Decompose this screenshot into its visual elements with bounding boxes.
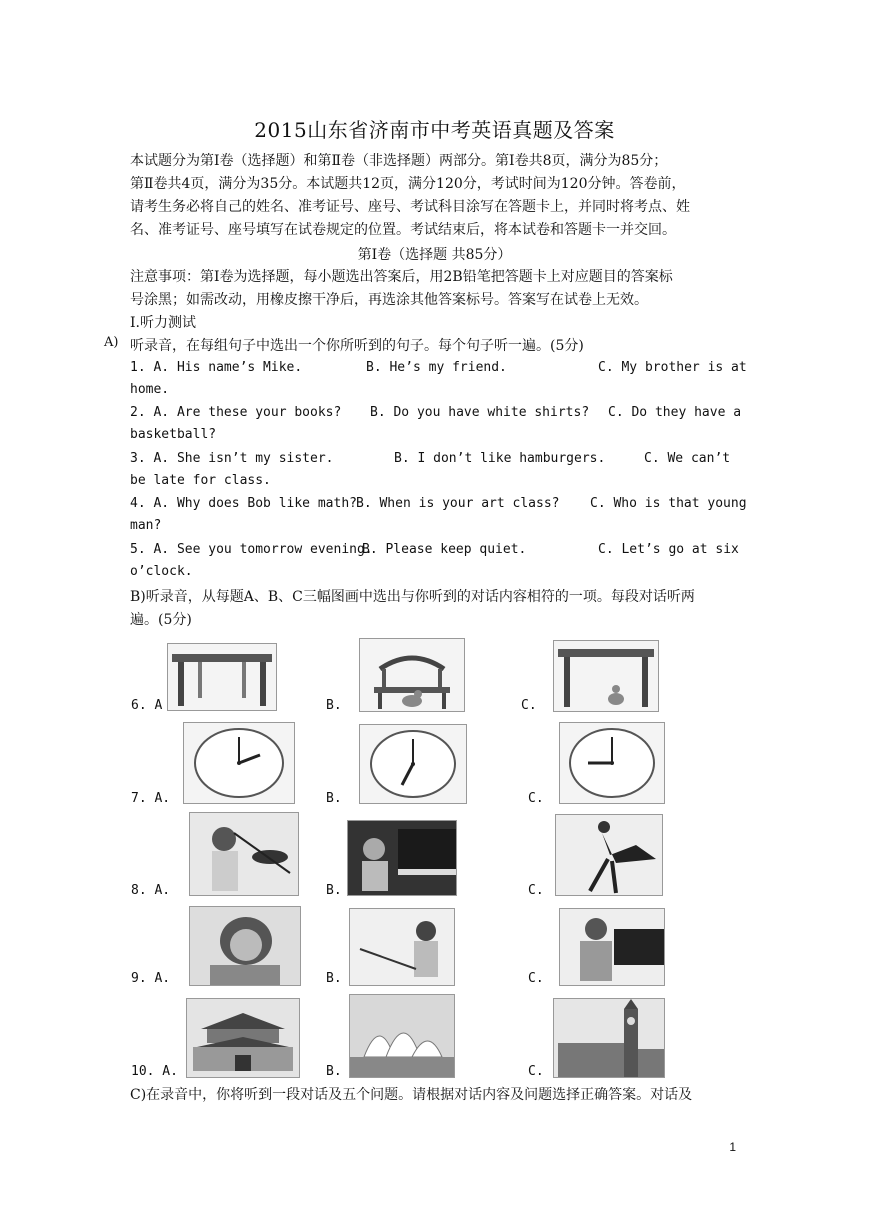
q8-picture-b-piano — [347, 820, 457, 896]
q10-option-b-label: B. — [326, 1064, 342, 1079]
part-a-instructions: 听录音，在每组句子中选出一个你所听到的句子。每个句子听一遍。(5分) — [130, 338, 584, 354]
q10-picture-a-tiananmen — [186, 998, 300, 1078]
q9-option-b-label: B. — [326, 971, 342, 986]
part-b-instructions — [130, 586, 740, 632]
q9-picture-b-teacher-pointer — [349, 908, 455, 986]
q8-option-b-label: B. — [326, 883, 342, 898]
q7-option-c-label: C. — [528, 791, 544, 806]
page-number: 1 — [729, 1140, 736, 1154]
question-2-cont: basketball? — [130, 427, 217, 442]
option-c: C. My brother is at — [598, 360, 747, 375]
option-b: B. Do you have white shirts? — [370, 405, 590, 420]
q9-label: 9. A. — [131, 971, 171, 986]
option-c: C. Do they have a — [608, 405, 742, 420]
q9-option-c-label: C. — [528, 971, 544, 986]
q6-picture-a-table — [167, 643, 277, 711]
q10-picture-b-opera-house — [349, 994, 455, 1078]
intro-line: 请考生务必将自己的姓名、准考证号、座号、考试科目涂写在答题卡上，并同时将考点、姓 — [130, 199, 690, 215]
notice-line: 注意事项：第Ⅰ卷为选择题，每小题选出答案后，用2B铅笔把答题卡上对应题目的答案标 — [130, 269, 673, 285]
question-4-cont: man? — [130, 518, 162, 533]
q7-picture-c-clock — [559, 722, 665, 804]
intro-line: 名、准考证号、座号填写在试卷规定的位置。考试结束后，将本试卷和答题卡一并交回。 — [130, 222, 676, 238]
question-5-cont: o’clock. — [130, 564, 193, 579]
option-b: B. Please keep quiet. — [362, 542, 527, 557]
q7-picture-b-clock — [359, 724, 467, 804]
q6-picture-b-chair-cat — [359, 638, 465, 712]
q6-option-b-label: B. — [326, 698, 342, 713]
intro-line: 第Ⅱ卷共4页，满分为35分。本试题共12页，满分120分，考试时间为120分钟。答卷前， — [130, 176, 686, 192]
notice-line: 号涂黑；如需改动，用橡皮擦干净后，再选涂其他答案标号。答案写在试卷上无效。 — [130, 292, 648, 308]
option-a: 1. A. His name’s Mike. — [130, 360, 303, 375]
option-a: 4. A. Why does Bob like math? — [130, 496, 357, 511]
option-c: C. We can’t — [644, 451, 731, 466]
question-3-cont: be late for class. — [130, 473, 271, 488]
q8-picture-a-violin — [189, 812, 299, 896]
option-a: 2. A. Are these your books? — [130, 405, 342, 420]
q10-label: 10. A. — [131, 1064, 178, 1079]
q6-option-c-label: C. — [521, 698, 537, 713]
option-a: 3. A. She isn’t my sister. — [130, 451, 334, 466]
part-heading-listening: Ⅰ.听力测试 — [130, 315, 196, 331]
option-a: 5. A. See you tomorrow evening. — [130, 542, 373, 557]
q7-option-b-label: B. — [326, 791, 342, 806]
q6-label: 6. A — [131, 698, 163, 713]
q10-option-c-label: C. — [528, 1064, 544, 1079]
part-b-line: 遍。(5分) — [130, 612, 192, 628]
q6-picture-c-table-cat — [553, 640, 659, 712]
intro-paragraph — [130, 150, 740, 242]
section-heading: 第Ⅰ卷（选择题 共85分） — [357, 247, 512, 263]
part-c-instructions: C)在录音中，你将听到一段对话及五个问题。请根据对话内容及问题选择正确答案。对话及 — [130, 1087, 693, 1103]
option-b: B. When is your art class? — [356, 496, 560, 511]
q8-label: 8. A. — [131, 883, 171, 898]
q7-picture-a-clock — [183, 722, 295, 804]
part-b-line: B)听录音，从每题A、B、C三幅图画中选出与你听到的对话内容相符的一项。每段对话听两 — [130, 589, 695, 605]
document-title: 2015山东省济南市中考英语真题及答案 — [254, 118, 615, 142]
option-c: C. Who is that young — [590, 496, 747, 511]
question-1-cont: home. — [130, 382, 170, 397]
q8-picture-c-dancer — [555, 814, 663, 896]
q7-label: 7. A. — [131, 791, 171, 806]
q10-picture-c-big-ben — [553, 998, 665, 1078]
option-b: B. I don’t like hamburgers. — [394, 451, 606, 466]
part-a-label: A) — [104, 335, 119, 350]
option-c: C. Let’s go at six — [598, 542, 739, 557]
q9-picture-c-teacher-blackboard — [559, 908, 665, 986]
intro-line: 本试题分为第Ⅰ卷（选择题）和第Ⅱ卷（非选择题）两部分。第Ⅰ卷共8页，满分为85分； — [130, 153, 668, 169]
q9-picture-a-woman-reading — [189, 906, 301, 986]
notice-paragraph — [130, 266, 740, 312]
option-b: B. He’s my friend. — [366, 360, 507, 375]
q8-option-c-label: C. — [528, 883, 544, 898]
